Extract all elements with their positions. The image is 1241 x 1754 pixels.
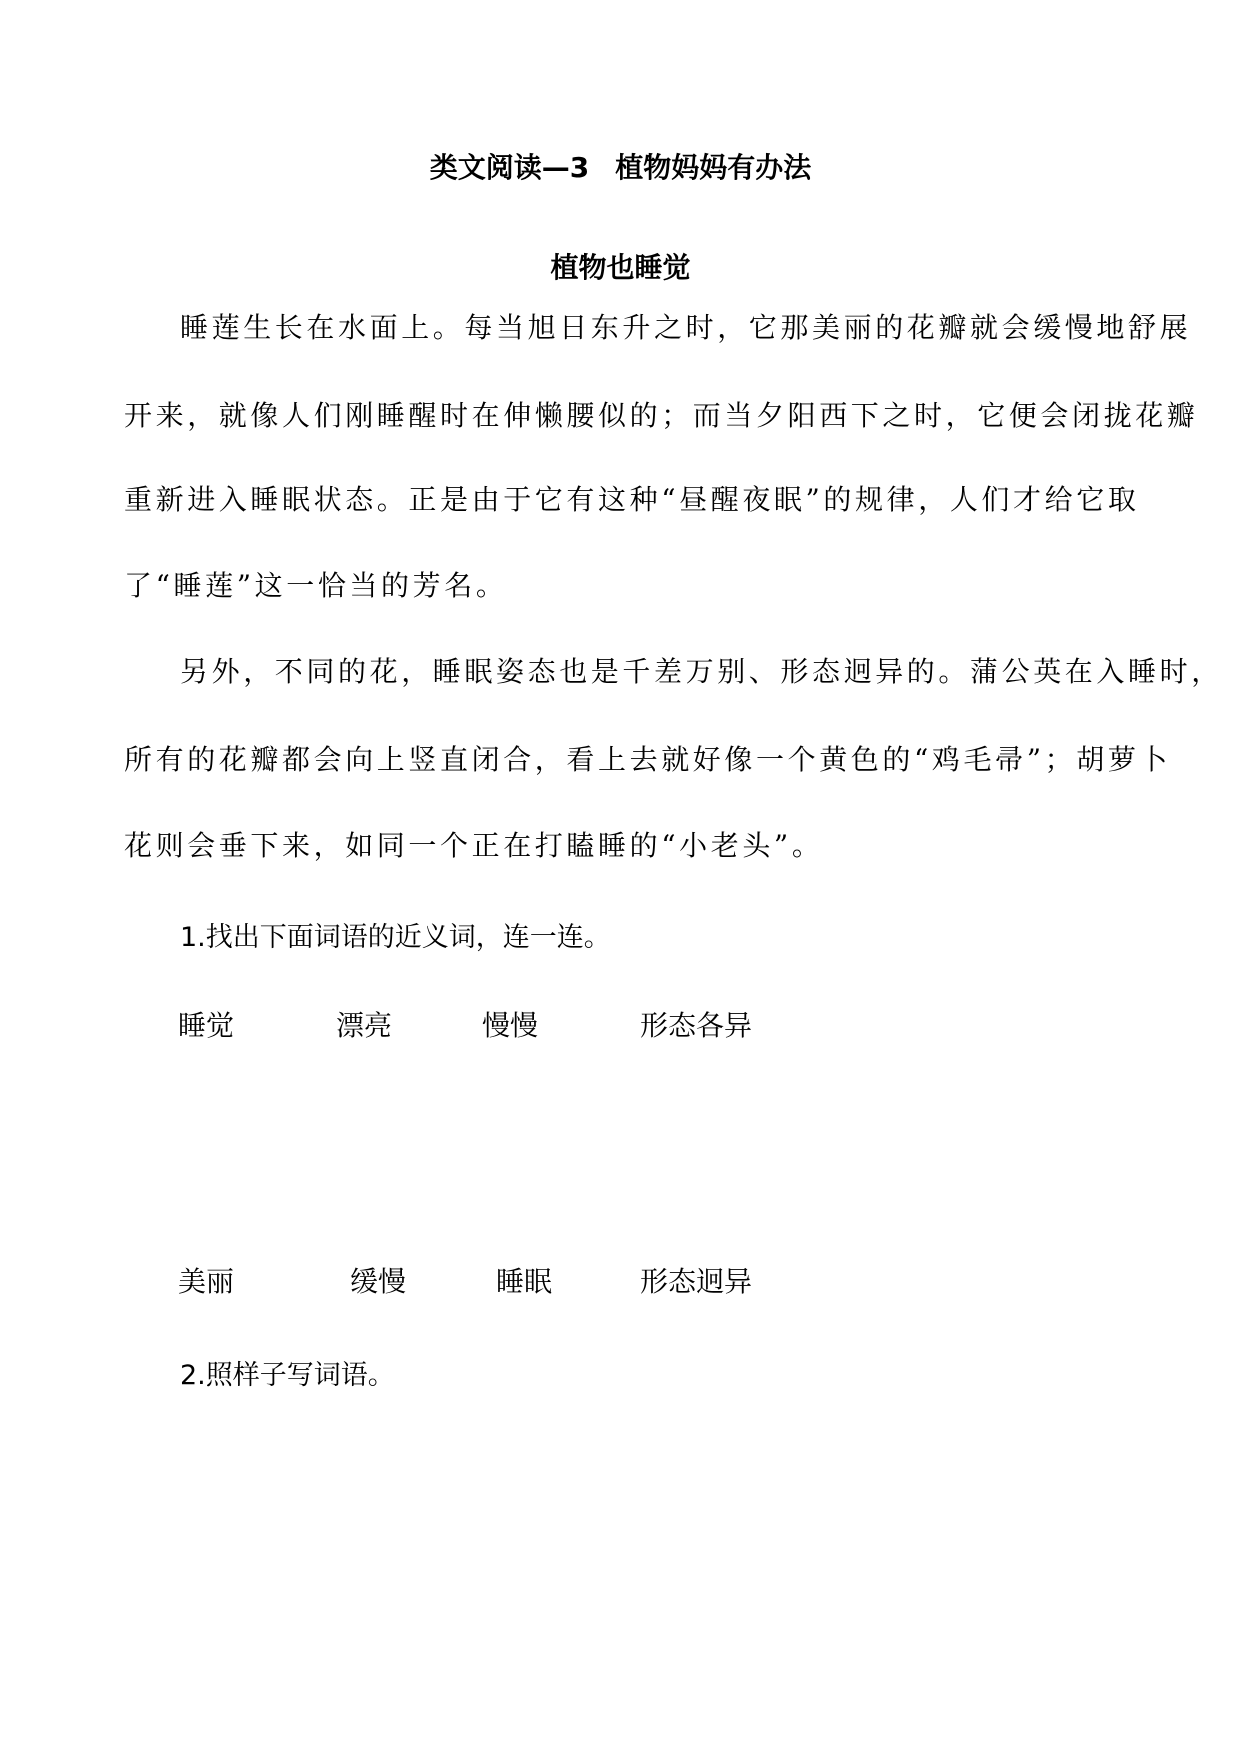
passage-line: 所有的花瓣都会向上竖直闭合，看上去就好像一个黄色的“鸡毛帚”；胡萝卜	[124, 743, 1172, 776]
passage-line: 开来，就像人们刚睡醒时在伸懒腰似的；而当夕阳西下之时，它便会闭拢花瓣	[124, 399, 1199, 432]
top-word[interactable]: 睡觉	[178, 1009, 235, 1042]
passage-line: 花则会垂下来，如同一个正在打瞌睡的“小老头”。	[124, 829, 824, 862]
bottom-word[interactable]: 睡眠	[496, 1265, 553, 1298]
question-2-prompt: 2.照样子写词语。	[180, 1360, 395, 1391]
top-word[interactable]: 漂亮	[336, 1009, 393, 1042]
top-word[interactable]: 形态各异	[640, 1009, 753, 1042]
worksheet-title	[0, 148, 1241, 188]
bottom-word[interactable]: 美丽	[178, 1265, 235, 1298]
bottom-word[interactable]: 缓慢	[350, 1265, 407, 1298]
passage-line: 另外，不同的花，睡眠姿态也是千差万别、形态迥异的。蒲公英在入睡时，	[180, 655, 1223, 688]
top-word[interactable]: 慢慢	[482, 1009, 539, 1042]
question-1-prompt: 1.找出下面词语的近义词，连一连。	[180, 922, 611, 953]
passage-line: 睡莲生长在水面上。每当旭日东升之时，它那美丽的花瓣就会缓慢地舒展	[180, 311, 1192, 344]
passage-line: 了“睡莲”这一恰当的芳名。	[124, 569, 508, 602]
bottom-word[interactable]: 形态迥异	[640, 1265, 753, 1298]
worksheet-title-main: 植物妈妈有办法	[615, 151, 812, 184]
worksheet-title-prefix: 类文阅读—3	[429, 151, 590, 184]
passage-line: 重新进入睡眠状态。正是由于它有这种“昼醒夜眠”的规律，人们才给它取	[124, 483, 1140, 516]
passage-title: 植物也睡觉	[550, 251, 691, 284]
